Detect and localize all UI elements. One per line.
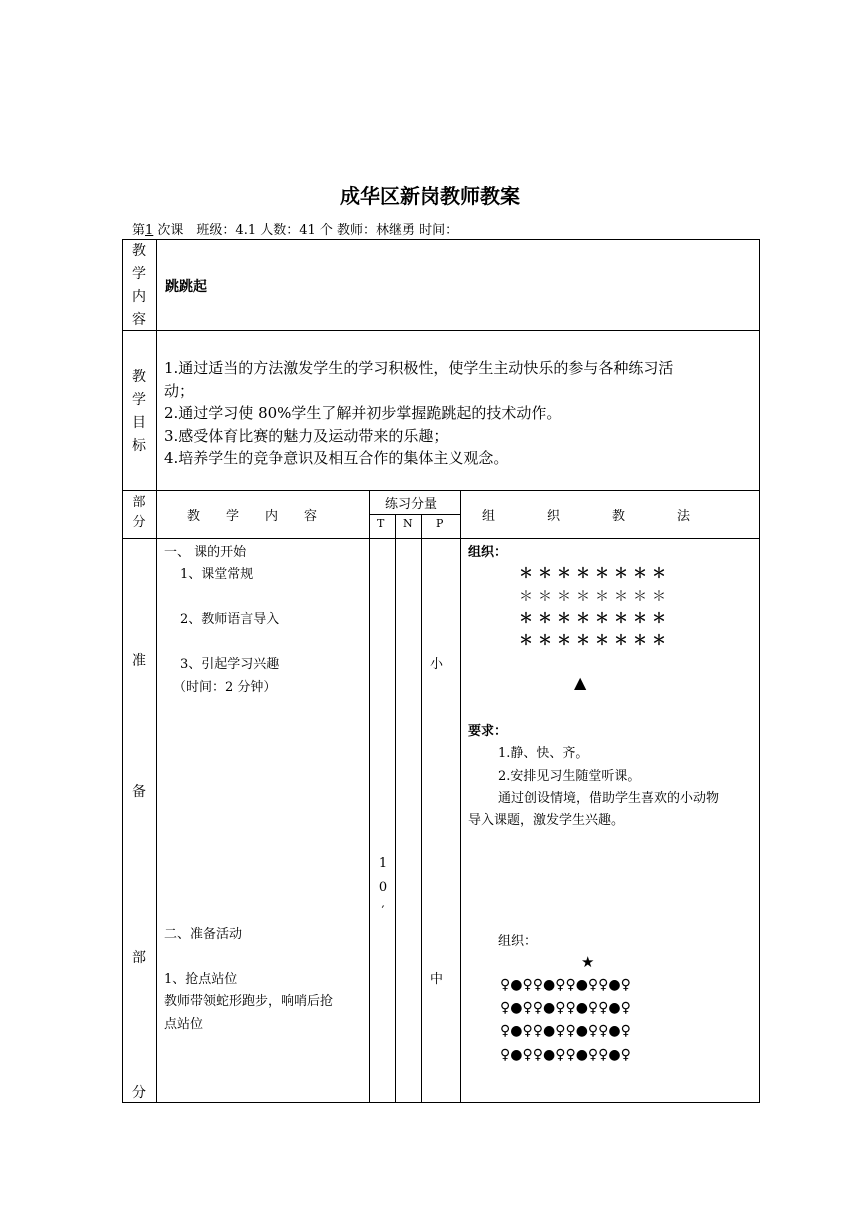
p-header: P: [436, 517, 444, 530]
student-formation-row: ♀●♀♀●♀♀●♀♀●♀: [500, 1047, 631, 1063]
student-formation-row: ♀●♀♀●♀♀●♀♀●♀: [500, 977, 631, 993]
table-right-border: [759, 239, 760, 1103]
lesson-number: 1: [145, 223, 154, 238]
row-divider-2: [122, 490, 760, 491]
org-label-2: 组织：: [498, 934, 538, 949]
requirement-item: 导入课题，激发学生兴趣。: [468, 813, 625, 828]
n-column-line: [421, 514, 422, 1103]
t-value-char: 0: [378, 880, 388, 895]
section-heading-warmup: 二、准备活动: [164, 927, 243, 942]
teacher-star-icon: ★: [581, 953, 595, 971]
label-column-line: [156, 239, 157, 1103]
table-left-border: [122, 239, 123, 1103]
section-heading-start: 一、 课的开始: [164, 545, 247, 560]
goals-label-char: 教: [132, 369, 146, 385]
row-divider-1: [122, 330, 760, 331]
org-column-line: [460, 490, 461, 1103]
goal-item: 2.通过学习使 80%学生了解并初步掌握跪跳起的技术动作。: [164, 404, 562, 422]
content-label-char: 教: [132, 243, 146, 259]
section-side-char: 备: [132, 784, 146, 800]
t-header: T: [377, 517, 385, 530]
part-header-char: 分: [132, 515, 146, 530]
t-value: [373, 852, 393, 924]
goals-label-char: 标: [132, 438, 146, 454]
org-method-header: 组 织 教 法: [482, 509, 691, 524]
t-column-line: [395, 514, 396, 1103]
content-item-intro: 2、教师语言导入: [180, 612, 280, 627]
org-label: 组织：: [468, 545, 508, 560]
content-item-desc: 教师带领蛇形跑步，响哨后抢: [164, 994, 334, 1009]
student-formation-row: ♀●♀♀●♀♀●♀♀●♀: [500, 1000, 631, 1016]
content-label-char: 学: [132, 266, 146, 282]
n-header: N: [403, 517, 413, 530]
goals-label: [129, 366, 149, 458]
t-value-char: 1: [378, 856, 388, 871]
requirement-item: 通过创设情境，借助学生喜欢的小动物: [498, 791, 720, 806]
student-formation-row: ♀●♀♀●♀♀●♀♀●♀: [500, 1023, 631, 1039]
content-column-line: [369, 490, 370, 1103]
lesson-info-rest: 次课 班级：4.1 人数：41 个 教师：林继勇 时间：: [153, 223, 459, 238]
section-side-char: 部: [132, 950, 146, 966]
goals-label-char: 学: [132, 392, 146, 408]
p-value-small: 小: [430, 657, 444, 672]
lesson-info-line: [132, 219, 458, 238]
requirements-label: 要求：: [468, 724, 508, 739]
content-item-grab-spot: 1、抢点站位: [164, 972, 238, 987]
t-value-char: ′: [381, 904, 385, 919]
content-item-desc: 点站位: [164, 1017, 204, 1032]
goal-item: 动；: [164, 382, 195, 400]
content-label-char: 容: [132, 312, 146, 328]
goal-item: 4.培养学生的竞争意识及相互合作的集体主义观念。: [164, 449, 509, 467]
content-label-char: 内: [132, 289, 146, 305]
formation-row: ＊＊＊＊＊＊＊＊: [519, 633, 671, 649]
section-side-char: 准: [132, 653, 146, 669]
practice-subheader-line: [369, 514, 460, 515]
content-value: 跳跳起: [165, 279, 207, 295]
teacher-triangle-icon: ▲: [574, 673, 587, 692]
formation-row: ＊＊＊＊＊＊＊＊: [519, 589, 671, 605]
content-item-time: （时间：2 分钟）: [173, 680, 277, 695]
goals-label-char: 目: [132, 415, 146, 431]
goal-item: 3.感受体育比赛的魅力及运动带来的乐趣；: [164, 427, 449, 445]
table-top-border: [122, 239, 760, 240]
row-divider-3: [122, 538, 760, 539]
requirement-item: 1.静、快、齐。: [498, 746, 589, 761]
teaching-content-header: 教 学 内 容: [187, 509, 318, 524]
part-header: [129, 493, 149, 533]
part-header-char: 部: [132, 495, 146, 510]
content-item-interest: 3、引起学习兴趣: [180, 657, 280, 672]
formation-row: ＊＊＊＊＊＊＊＊: [519, 611, 671, 627]
p-value-medium: 中: [430, 972, 444, 987]
table-bottom-border: [122, 1102, 760, 1103]
lesson-prefix: 第: [132, 223, 146, 238]
section-side-char: 分: [132, 1085, 146, 1101]
page-title: 成华区新岗教师教案: [340, 184, 520, 208]
requirement-item: 2.安排见习生随堂听课。: [498, 769, 641, 784]
content-label: [129, 240, 149, 332]
practice-header: 练习分量: [385, 497, 438, 512]
content-item-routine: 1、课堂常规: [180, 567, 254, 582]
formation-row: ＊＊＊＊＊＊＊＊: [519, 566, 671, 582]
goal-item: 1.通过适当的方法激发学生的学习积极性，使学生主动快乐的参与各种练习活: [164, 359, 674, 377]
